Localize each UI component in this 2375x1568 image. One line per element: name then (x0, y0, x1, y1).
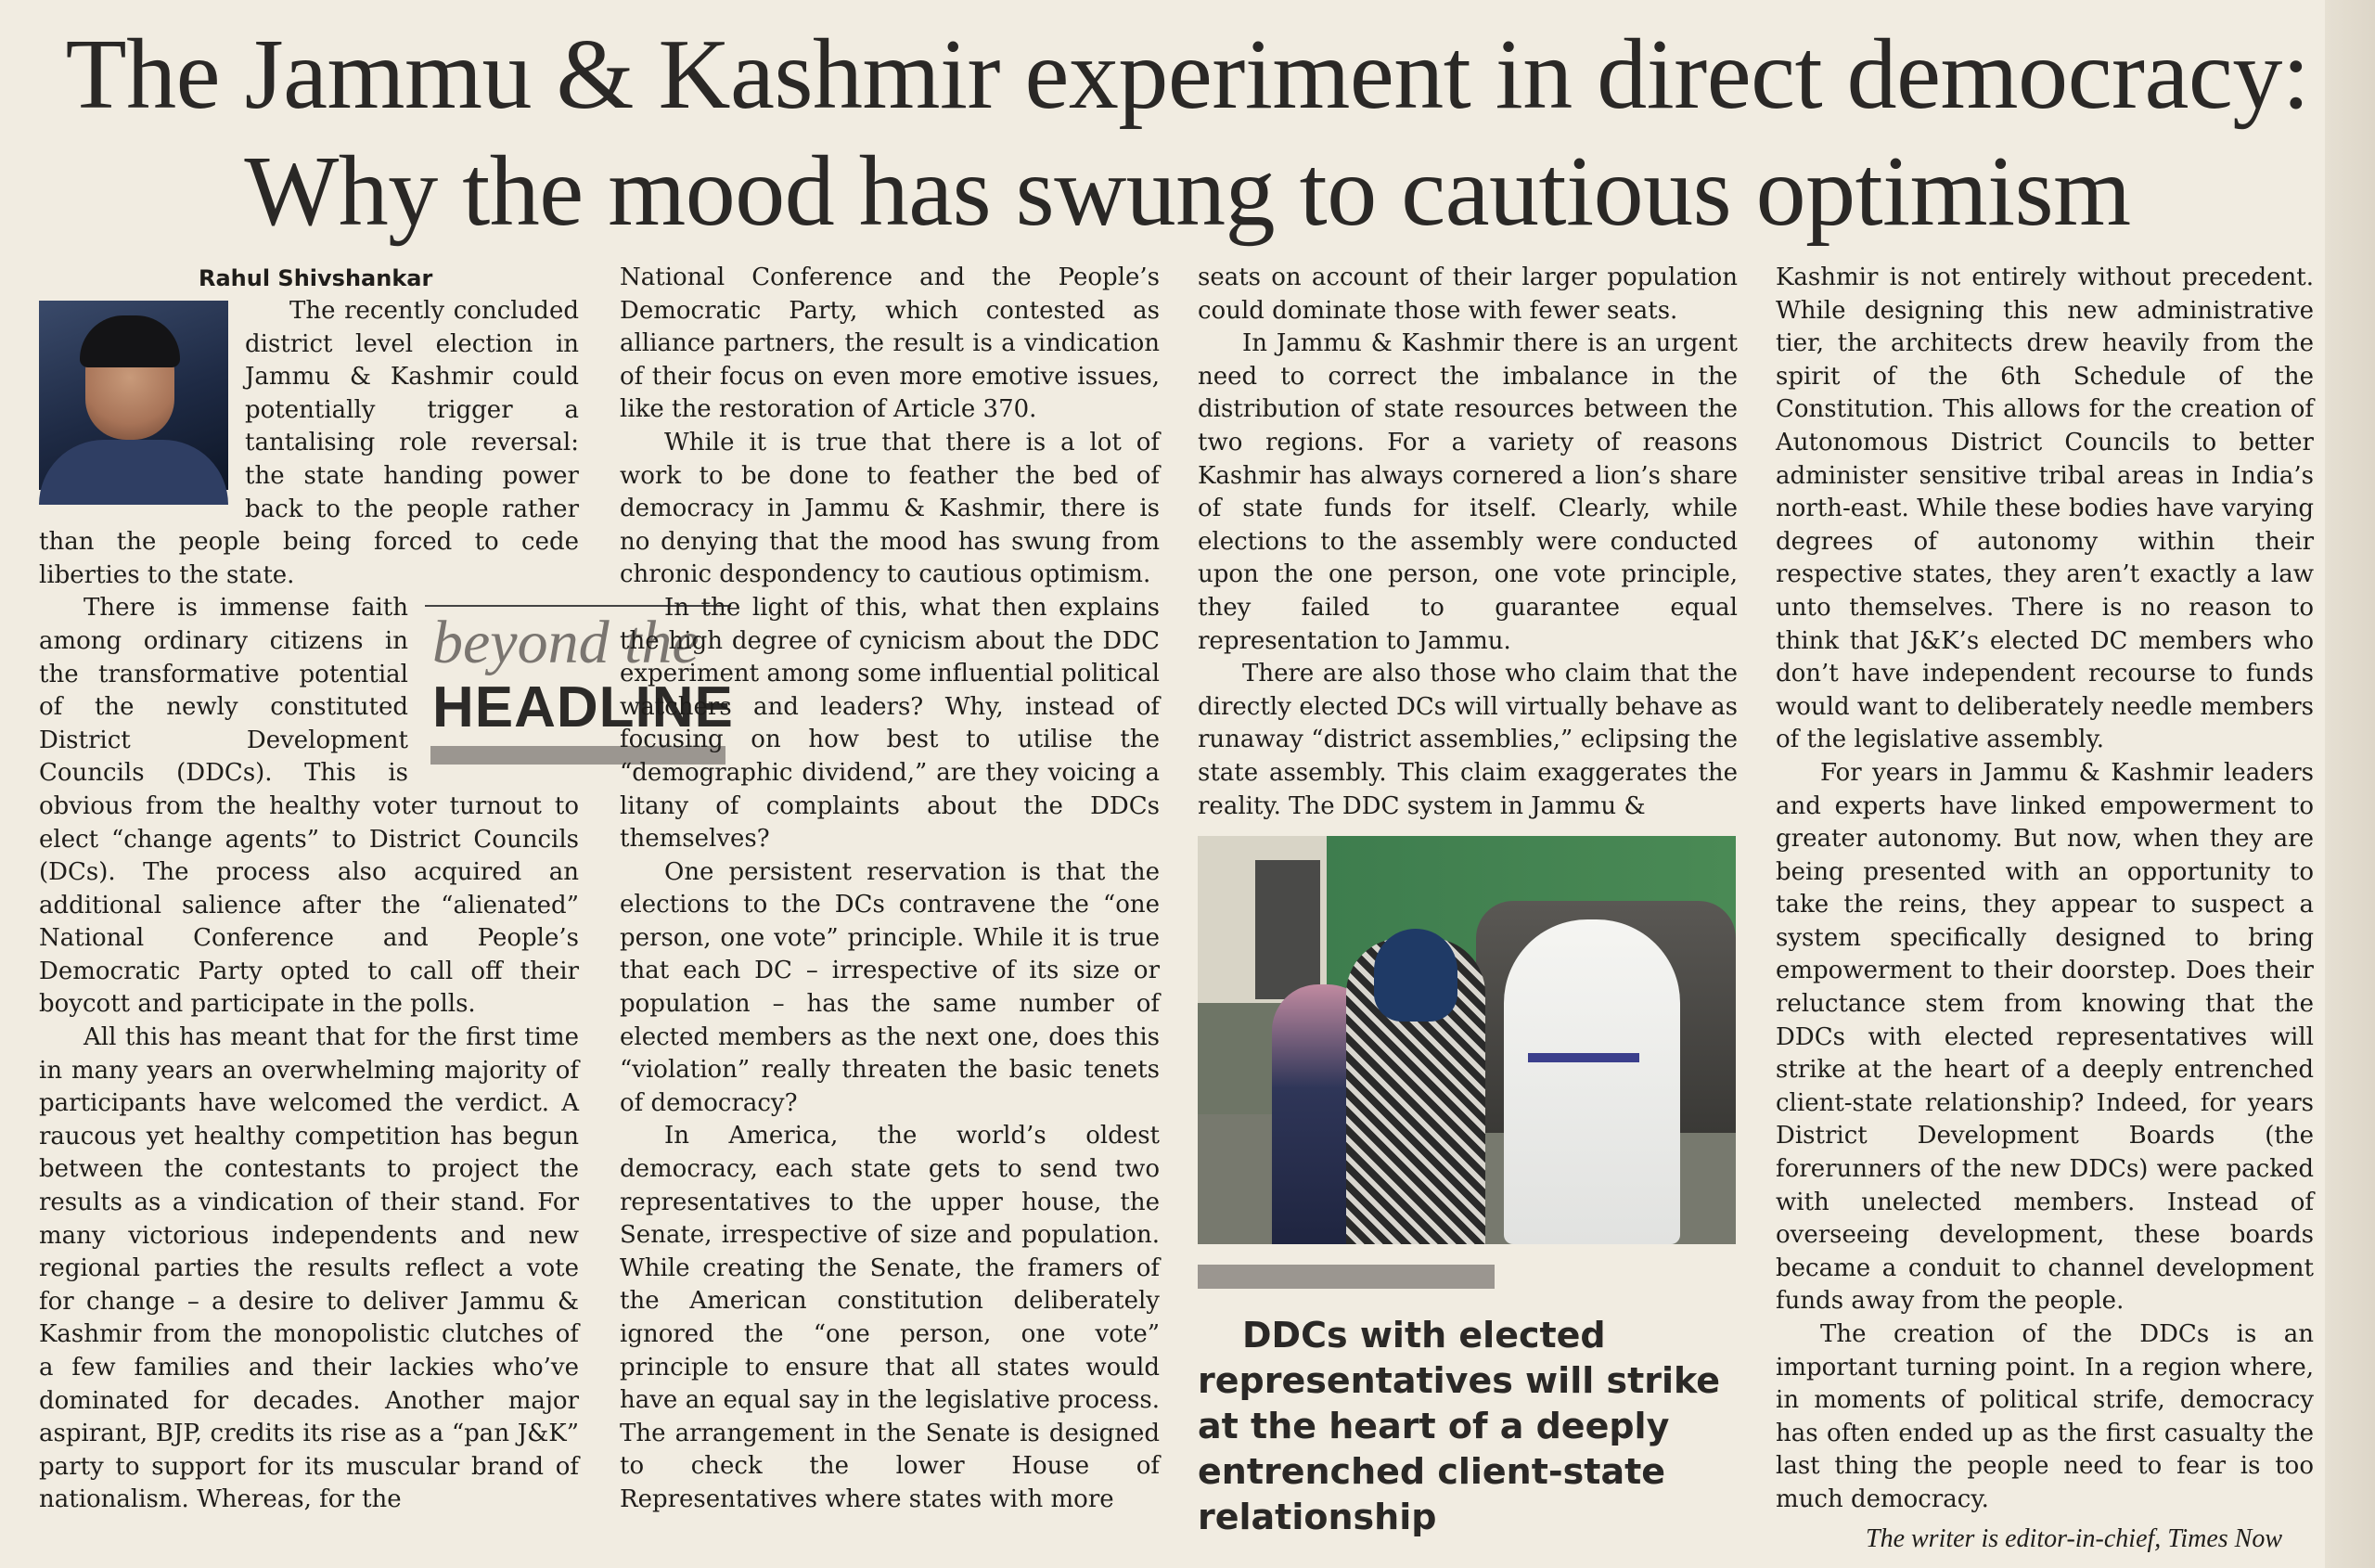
author-credit: The writer is editor-in-chief, Times Now (1866, 1523, 2282, 1553)
paragraph: In the light of this, what then explains the high degree of cynicism about the DDC experiment among some influential political watchers and leaders? Why, instead of focusing on how best to utilise the “demographic dividend,” are they voicing a litany of complaints about the DDCs themselves? (620, 593, 1160, 854)
pull-quote-rule (1198, 1265, 1495, 1289)
article-column-2 (620, 262, 1160, 1542)
article-column-1 (39, 262, 734, 1542)
paragraph: For years in Jammu & Kashmir leaders and experts have linked empowerment to greater autonomy. But now, when they are being presented with an opportunity to take the reins, they appear to suspect a system specifically designed to bring empowerment to their doorstep. Does their reluctance stem from knowing that the DDCs with elected representatives will strike at the heart of a deeply entrenched client-state relationship? Indeed, for years District Development Boards (the forerunners of the new DDCs) were packed with unelected members. Instead of overseeing development, these boards became a conduit to channel development funds away from the people. (1776, 758, 2314, 1316)
paragraph: seats on account of their larger population could dominate those with fewer seats. (1198, 263, 1738, 325)
article-column-4 (1776, 262, 2314, 1553)
paragraph: One persistent reservation is that the elections to the DCs contravene the “one person, one vote” principle. While it is true that each DC – irrespective of its size or population – has the same number of elected members as the next one, does this “violation” really threaten the basic tenets of democracy? (620, 857, 1160, 1117)
article-column-3 (1198, 262, 1738, 1542)
kicker-bottom: HEADLINE (432, 675, 734, 740)
news-photo (1198, 836, 1736, 1244)
paragraph: While it is true that there is a lot of work to be done to feather the bed of democracy in Jammu & Kashmir, there is no denying that the mood has swung from chronic despondency to cautious optimism. (620, 428, 1160, 589)
pull-quote: DDCs with elected representatives will strike at the heart of a deeply entrenched client-state relationship (1198, 1315, 1721, 1538)
headline-line-2: Why the mood has swung to cautious optimism (244, 136, 2131, 247)
headline (46, 17, 2329, 251)
paragraph: All this has meant that for the first time in many years an overwhelming majority of participants have welcomed the verdict. A raucous yet healthy competition has begun between the contestants to project the results as a vindication of their stand. For many victorious independents and new regional parties the results reflect a vote for change – a desire to deliver Jammu & Kashmir from the monopolistic clutches of a few families and their lackies who’ve dominated for decades. Another major aspirant, BJP, credits its rise as a “pan J&K” party to support for its muscular brand of nationalism. Whereas, for the (39, 1023, 579, 1514)
author-photo (39, 301, 228, 490)
paragraph: Kashmir is not entirely without precedent. While designing this new administrative tier, the architects drew heavily from the spirit of the 6th Schedule of the Constitution. This allows for the creation of Autonomous District Councils to better administer sensitive tribal areas in India’s north-east. While these bodies have varying degrees of autonomy within their respective states, they aren’t exactly a law unto themselves. There is no reason to think that J&K’s elected DC members who don’t have independent recourse to funds would want to deliberately needle members of the legislative assembly. (1776, 263, 2314, 754)
paragraph: In Jammu & Kashmir there is an urgent need to correct the imbalance in the distribution of state resources between the two regions. For a variety of reasons Kashmir has always cornered a lion’s share of state funds for itself. Clearly, while elections to the assembly were conducted upon the one person, one vote principle, they failed to guarantee equal representation to Jammu. (1198, 329, 1738, 655)
byline: Rahul Shivshankar (199, 265, 433, 291)
paragraph: The creation of the DDCs is an important turning point. In a region where, in moments of political strife, democracy has often ended up as the first casualty the last thing the people need to fear is too much democracy. (1776, 1320, 2314, 1513)
paragraph: National Conference and the People’s Democratic Party, which contested as alliance partners, the result is a vindication of their focus on even more emotive issues, like the restoration of Article 370. (620, 263, 1160, 424)
paragraph: beyond the HEADLINE There is immense faith among ordinary citizens in the transformative potential of the newly constituted District Development Councils (DDCs). This is obvious from the healthy voter turnout to elect “change agents” to District Councils (DCs). The process also acquired an additional salience after the “alienated” National Conference and People’s Democratic Party opted to call off their boycott and participate in the polls. (39, 594, 734, 1019)
adjacent-page-edge (2325, 0, 2375, 1568)
paragraph: There are also those who claim that the directly elected DCs will virtually behave as runaway “district assemblies,” eclipsing the state assembly. This claim exaggerates the reality. The DDC system in Jammu & (1198, 660, 1738, 820)
paragraph: The recently concluded district level election in Jammu & Kashmir could potentially trigger a tantalising role reversal: the state handing power back to the people rather than the people being forced to cede liberties to the state. (39, 297, 579, 589)
paragraph: In America, the world’s oldest democracy, each state gets to send two representatives to the upper house, the Senate, irrespective of size and population. While creating the Senate, the framers of the American constitution deliberately ignored the “one person, one vote” principle to ensure that all states would have an equal say in the legislative process. The arrangement in the Senate is designed to check the lower House of Representatives where states with more (620, 1122, 1160, 1513)
headline-line-1: The Jammu & Kashmir experiment in direct democracy: (65, 19, 2310, 130)
kicker-top: beyond the (432, 609, 700, 677)
